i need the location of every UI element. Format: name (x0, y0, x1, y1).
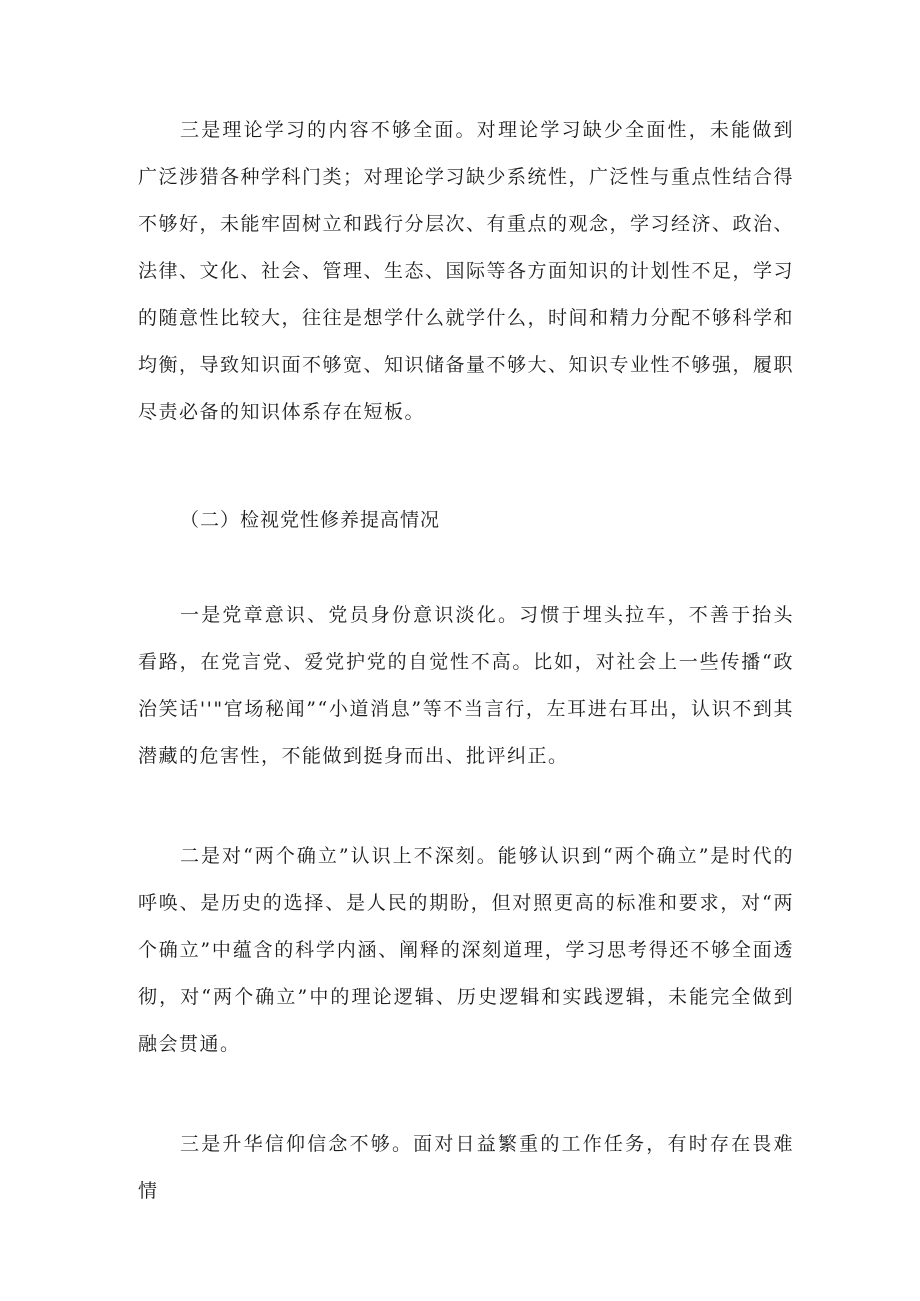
paragraph-party-awareness: 一是党章意识、党员身份意识淡化。习惯于埋头拉车，不善于抬头看路，在党言党、爱党护党的自觉性不高。比如，对社会上一些传播“政治笑话''"官场秘闻”“小道消息”等不当言行，左耳进右耳出，认识不到其潜藏的危害性，不能做到挺身而出、批评纠正。 (138, 604, 794, 767)
paragraph-two-establishments: 二是对“两个确立”认识上不深刻。能够认识到“两个确立”是时代的呼唤、是历史的选择、是人民的期盼，但对照更高的标准和要求，对“两个确立”中蕴含的科学内涵、阐释的深刻道理，学习思考得还不够全面透彻，对“两个确立”中的理论逻辑、历史逻辑和实践逻辑，未能完全做到融会贯通。 (138, 845, 794, 1055)
paragraph-theory-study: 三是理论学习的内容不够全面。对理论学习缺少全面性，未能做到广泛涉猎各种学科门类；对理论学习缺少系统性，广泛性与重点性结合得不够好，未能牢固树立和践行分层次、有重点的观念，学习经济、政治、法律、文化、社会、管理、生态、国际等各方面知识的计划性不足，学习的随意性比较大，往往是想学什么就学什么，时间和精力分配不够科学和均衡，导致知识面不够宽、知识储备量不够大、知识专业性不够强，履职尽责必备的知识体系存在短板。 (138, 119, 795, 423)
paragraph-faith-belief: 三是升华信仰信念不够。面对日益繁重的工作任务，有时存在畏难情 (138, 1133, 794, 1202)
section-heading: （二）检视党性修养提高情况 (180, 509, 441, 531)
